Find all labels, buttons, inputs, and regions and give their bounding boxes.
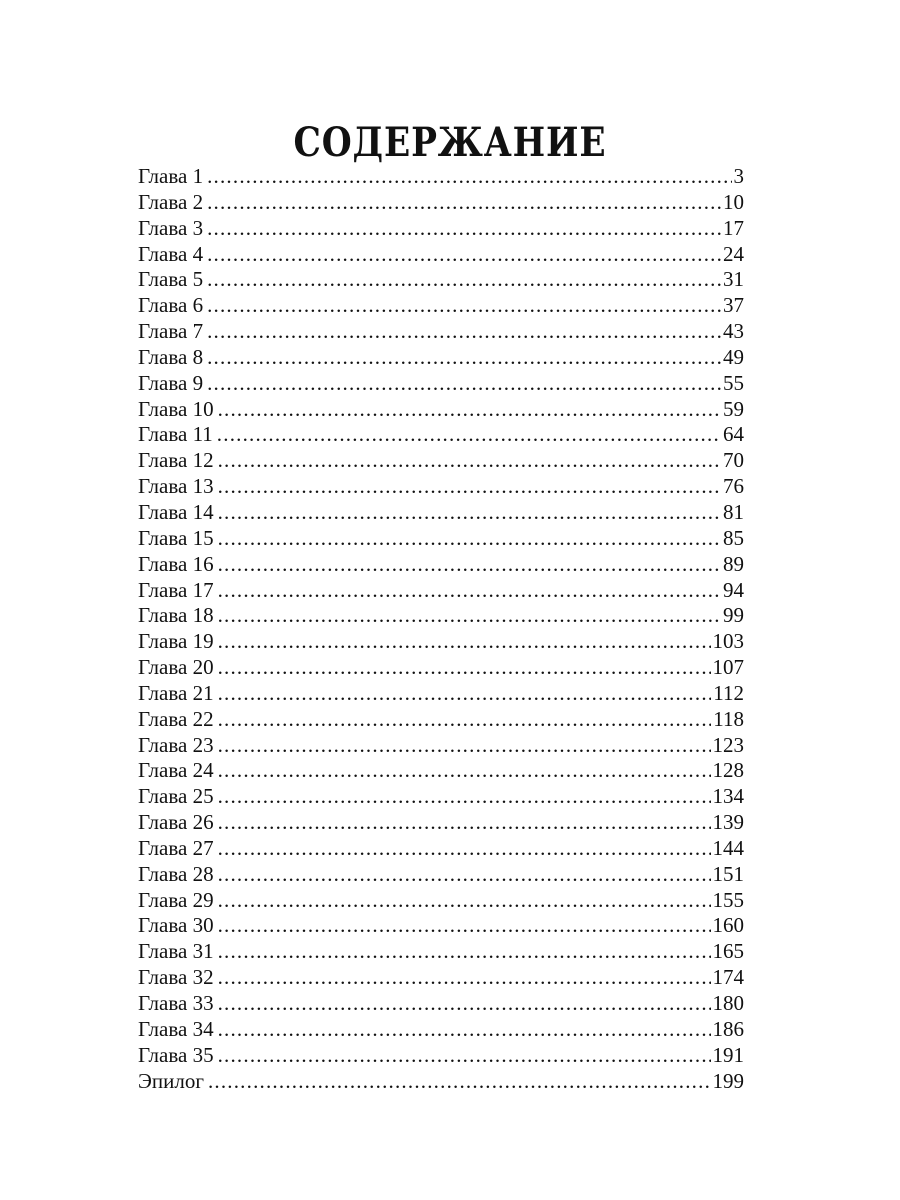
toc-entry xyxy=(138,500,744,526)
toc-entry xyxy=(138,216,744,242)
toc-entry xyxy=(138,965,744,991)
toc-dot-leader xyxy=(207,190,721,216)
toc-entry-label: Глава 10 xyxy=(138,396,214,421)
toc-entry-label: Глава 35 xyxy=(138,1042,214,1067)
toc-entry xyxy=(138,836,744,862)
toc-dot-leader xyxy=(218,758,711,784)
toc-entry-page-number: 191 xyxy=(712,1042,744,1067)
toc-dot-leader xyxy=(218,888,711,914)
page-title: СОДЕРЖАНИЕ xyxy=(293,119,607,166)
toc-entry-page-number: 112 xyxy=(713,680,744,705)
toc-entry-label: Глава 33 xyxy=(138,991,214,1015)
toc-entry-label: Глава 19 xyxy=(138,629,214,654)
toc-entry-label: Глава 3 xyxy=(138,215,204,240)
toc-entry xyxy=(138,190,744,216)
toc-entry-page-number: 76 xyxy=(723,474,744,499)
toc-entry xyxy=(138,1069,744,1095)
toc-entry xyxy=(138,784,744,810)
toc-entry xyxy=(138,733,744,759)
toc-entry xyxy=(138,474,744,500)
toc-entry-label: Глава 11 xyxy=(138,422,213,447)
toc-entry-page-number: 64 xyxy=(723,422,744,447)
toc-entry xyxy=(138,862,744,888)
toc-entry-page-number: 186 xyxy=(712,1016,744,1041)
toc-dot-leader xyxy=(218,991,711,1017)
toc-entry-label: Глава 5 xyxy=(138,267,204,292)
toc-entry-page-number: 31 xyxy=(723,267,744,292)
toc-entry xyxy=(138,629,744,655)
toc-dot-leader xyxy=(218,655,711,681)
toc-entry-label: Глава 34 xyxy=(138,1016,214,1041)
toc-entry-page-number: 81 xyxy=(723,499,744,524)
toc-entry xyxy=(138,293,744,319)
toc-dot-leader xyxy=(218,733,711,759)
toc-dot-leader xyxy=(218,552,721,578)
toc-dot-leader xyxy=(218,784,711,810)
toc-dot-leader xyxy=(218,1043,711,1069)
toc-entry-label: Глава 9 xyxy=(138,370,204,395)
toc-dot-leader xyxy=(218,629,711,655)
toc-entry-label: Глава 20 xyxy=(138,655,214,680)
toc-entry-page-number: 151 xyxy=(712,861,744,886)
toc-dot-leader xyxy=(208,1069,711,1095)
toc-entry-page-number: 99 xyxy=(723,603,744,628)
toc-entry-label: Глава 13 xyxy=(138,474,214,499)
toc-dot-leader xyxy=(218,603,721,629)
toc-entry-label: Глава 8 xyxy=(138,344,204,369)
toc-entry xyxy=(138,164,744,190)
toc-entry-page-number: 155 xyxy=(712,887,744,912)
toc-entry xyxy=(138,758,744,784)
toc-entry-label: Глава 30 xyxy=(138,913,214,938)
toc-entry xyxy=(138,810,744,836)
toc-entry xyxy=(138,422,744,448)
toc-entry-page-number: 3 xyxy=(733,164,744,188)
toc-entry xyxy=(138,397,744,423)
toc-entry xyxy=(138,939,744,965)
toc-entry xyxy=(138,267,744,293)
toc-dot-leader xyxy=(218,939,711,965)
toc-entry-page-number: 165 xyxy=(712,939,744,964)
toc-dot-leader xyxy=(218,397,721,423)
toc-entry-label: Глава 26 xyxy=(138,810,214,835)
toc-entry-page-number: 49 xyxy=(723,344,744,369)
toc-dot-leader xyxy=(218,500,721,526)
toc-entry-page-number: 128 xyxy=(712,758,744,783)
toc-entry-page-number: 85 xyxy=(723,525,744,550)
toc-entry xyxy=(138,707,744,733)
toc-entry-page-number: 94 xyxy=(723,577,744,602)
toc-entry-label: Глава 22 xyxy=(138,706,214,731)
toc-entry-page-number: 103 xyxy=(712,629,744,654)
toc-entry xyxy=(138,578,744,604)
toc-entry xyxy=(138,371,744,397)
toc-dot-leader xyxy=(207,267,721,293)
toc-entry xyxy=(138,655,744,681)
toc-dot-leader xyxy=(218,810,711,836)
toc-entry-label: Глава 15 xyxy=(138,525,214,550)
toc-entry xyxy=(138,681,744,707)
toc-entry-label: Глава 12 xyxy=(138,448,214,473)
toc-entry-page-number: 123 xyxy=(712,732,744,757)
toc-entry xyxy=(138,242,744,268)
toc-dot-leader xyxy=(218,913,711,939)
toc-dot-leader xyxy=(207,242,721,268)
toc-entry-label: Глава 2 xyxy=(138,189,204,214)
toc-entry-page-number: 199 xyxy=(712,1068,744,1093)
toc-entry-page-number: 59 xyxy=(723,396,744,421)
toc-entry-label: Глава 17 xyxy=(138,577,214,602)
toc-entry-label: Глава 16 xyxy=(138,551,214,576)
toc-entry-page-number: 139 xyxy=(712,810,744,835)
toc-entry-label: Глава 24 xyxy=(138,758,214,783)
toc-dot-leader xyxy=(218,707,712,733)
toc-dot-leader xyxy=(207,216,721,242)
toc-entry xyxy=(138,526,744,552)
toc-entry xyxy=(138,345,744,371)
toc-entry-page-number: 17 xyxy=(723,215,744,240)
toc-dot-leader xyxy=(218,1017,711,1043)
toc-entry-page-number: 180 xyxy=(712,991,744,1015)
toc-entry-page-number: 174 xyxy=(712,965,744,990)
toc-dot-leader xyxy=(207,164,731,190)
toc-entry-label: Глава 4 xyxy=(138,241,204,266)
toc-entry-page-number: 24 xyxy=(723,241,744,266)
toc-dot-leader xyxy=(207,345,721,371)
toc-entry-page-number: 43 xyxy=(723,319,744,344)
toc-entry-page-number: 70 xyxy=(723,448,744,473)
toc-dot-leader xyxy=(218,526,721,552)
toc-entry xyxy=(138,991,744,1017)
toc-dot-leader xyxy=(218,862,711,888)
toc-entry-label: Глава 1 xyxy=(138,164,204,188)
toc-entry xyxy=(138,319,744,345)
toc-entry-label: Глава 25 xyxy=(138,784,214,809)
toc-entry-label: Глава 32 xyxy=(138,965,214,990)
toc-entry-page-number: 134 xyxy=(712,784,744,809)
toc-entry-label: Глава 7 xyxy=(138,319,204,344)
toc-dot-leader xyxy=(207,319,721,345)
toc-entry xyxy=(138,1017,744,1043)
toc-entry-page-number: 144 xyxy=(712,835,744,860)
toc-entry xyxy=(138,1043,744,1069)
toc-entry-label: Глава 6 xyxy=(138,293,204,318)
toc-entry-label: Эпилог xyxy=(138,1068,204,1093)
toc-entry-page-number: 89 xyxy=(723,551,744,576)
toc-entry xyxy=(138,913,744,939)
toc-dot-leader xyxy=(218,965,711,991)
toc-dot-leader xyxy=(218,474,721,500)
toc-entry-label: Глава 23 xyxy=(138,732,214,757)
toc-dot-leader xyxy=(218,448,721,474)
toc-entry-label: Глава 28 xyxy=(138,861,214,886)
toc-entry-label: Глава 27 xyxy=(138,835,214,860)
toc-entry xyxy=(138,603,744,629)
toc-entry-page-number: 55 xyxy=(723,370,744,395)
toc-entry xyxy=(138,888,744,914)
table-of-contents xyxy=(138,164,744,1094)
toc-entry xyxy=(138,552,744,578)
toc-entry-label: Глава 14 xyxy=(138,499,214,524)
toc-entry-label: Глава 21 xyxy=(138,680,214,705)
toc-entry-page-number: 118 xyxy=(713,706,744,731)
toc-entry-page-number: 10 xyxy=(723,189,744,214)
toc-dot-leader xyxy=(218,836,711,862)
toc-dot-leader xyxy=(218,681,712,707)
toc-entry-label: Глава 31 xyxy=(138,939,214,964)
toc-entry-page-number: 107 xyxy=(712,655,744,680)
toc-entry xyxy=(138,448,744,474)
toc-entry-page-number: 37 xyxy=(723,293,744,318)
toc-entry-label: Глава 29 xyxy=(138,887,214,912)
toc-dot-leader xyxy=(217,422,721,448)
toc-dot-leader xyxy=(218,578,721,604)
toc-dot-leader xyxy=(207,371,721,397)
toc-dot-leader xyxy=(207,293,721,319)
toc-entry-page-number: 160 xyxy=(712,913,744,938)
toc-entry-label: Глава 18 xyxy=(138,603,214,628)
